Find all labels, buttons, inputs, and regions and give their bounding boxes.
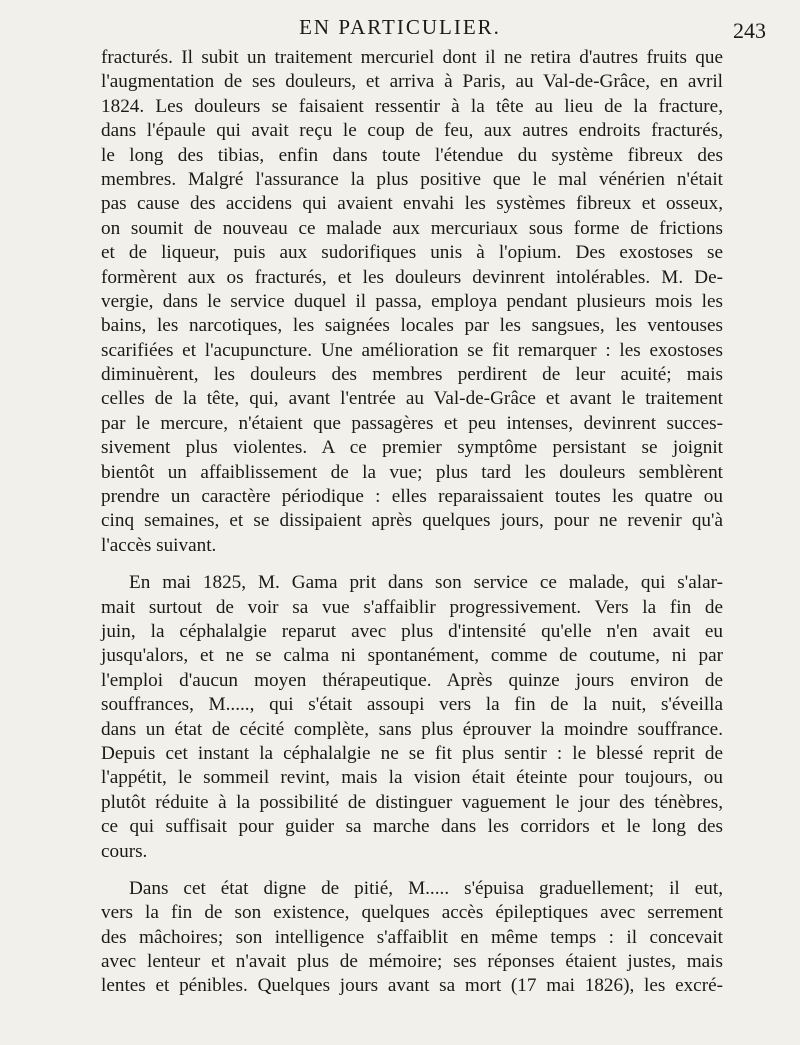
text-line: dans un état de cécité complète, sans plus éprouver la moindre souffrance.	[101, 718, 723, 740]
text-line: on soumit de nouveau ce malade aux mercuriaux sous forme de frictions	[101, 217, 723, 239]
text-line: souffrances, M....., qui s'était assoupi vers la fin de la nuit, s'éveilla	[101, 694, 723, 716]
text-line: lentes et pénibles. Quelques jours avant sa mort (17 mai 1826), les excré-	[101, 975, 723, 997]
page-number: 243	[733, 18, 766, 43]
text-line: 1824. Les douleurs se faisaient ressentir à la tête au lieu de la fracture,	[101, 95, 723, 117]
text-line: ce qui suffisait pour guider sa marche dans les corridors et le long des	[101, 816, 723, 838]
text-line: prendre un caractère périodique : elles reparaissaient toutes les quatre ou	[101, 486, 723, 508]
text-line: Depuis cet instant la céphalalgie ne se fit plus sentir : le blessé reprit de	[101, 742, 723, 764]
text-line: l'accès suivant.	[101, 534, 217, 556]
paragraph-3	[101, 877, 723, 999]
text-line: dans l'épaule qui avait reçu le coup de feu, aux autres endroits fracturés,	[101, 120, 723, 142]
text-line: formèrent aux os fracturés, et les douleurs devinrent intolérables. M. De-	[101, 266, 723, 288]
text-line: le long des tibias, enfin dans toute l'étendue du système fibreux des	[101, 144, 723, 166]
text-line: des mâchoires; son intelligence s'affaiblit en même temps : il concevait	[101, 926, 723, 948]
text-line: avec lenteur et n'avait plus de mémoire; ses réponses étaient justes, mais	[101, 951, 723, 973]
body-text	[101, 46, 723, 999]
text-line: mait surtout de voir sa vue s'affaiblir progressivement. Vers la fin de	[101, 596, 723, 618]
text-line: jusqu'alors, et ne se calma ni spontanément, comme de coutume, ni par	[101, 645, 723, 667]
running-title: EN PARTICULIER.	[299, 15, 501, 39]
text-line: bientôt un affaiblissement de la vue; plus tard les douleurs semblèrent	[101, 461, 723, 483]
text-line: plutôt réduite à la possibilité de distinguer vaguement le jour des ténèbres,	[101, 791, 723, 813]
text-line: l'augmentation de ses douleurs, et arriva à Paris, au Val-de-Grâce, en avril	[101, 71, 723, 93]
text-line: pas cause des accidens qui avaient envahi les systèmes fibreux et osseux,	[101, 193, 723, 215]
text-line: vers la fin de son existence, quelques accès épileptiques avec serrement	[101, 902, 723, 924]
text-line: par le mercure, n'étaient que passagères et peu intenses, devinrent succes-	[101, 412, 723, 434]
text-line: En mai 1825, M. Gama prit dans son service ce malade, qui s'alar-	[129, 572, 723, 594]
text-line: membres. Malgré l'assurance la plus positive que le mal vénérien n'était	[101, 168, 723, 190]
text-line: celles de la tête, qui, avant l'entrée au Val-de-Grâce et avant le traitement	[101, 388, 723, 410]
text-line: juin, la céphalalgie reparut avec plus d'intensité qu'elle n'en avait eu	[101, 620, 723, 642]
text-line: cours.	[101, 840, 148, 862]
text-line: scarifiées et l'acupuncture. Une amélioration se fit remarquer : les exostoses	[101, 339, 723, 361]
text-line: l'emploi d'aucun moyen thérapeutique. Après quinze jours environ de	[101, 669, 723, 691]
paragraph-2	[101, 571, 723, 864]
text-line: bains, les narcotiques, les saignées locales par les sangsues, les ventouses	[101, 315, 723, 337]
paragraph-gap	[101, 864, 723, 877]
text-line: fracturés. Il subit un traitement mercuriel dont il ne retira d'autres fruits que	[101, 47, 723, 68]
text-line: et de liqueur, puis aux sudorifiques unis à l'opium. Des exostoses se	[101, 242, 723, 264]
text-line: Dans cet état digne de pitié, M..... s'épuisa graduellement; il eut,	[129, 877, 723, 899]
paragraph-1	[101, 46, 723, 558]
text-line: cinq semaines, et se dissipaient après quelques jours, pour ne revenir qu'à	[101, 510, 723, 532]
paragraph-gap	[101, 558, 723, 571]
text-line: diminuèrent, les douleurs des membres perdirent de leur acuité; mais	[101, 364, 723, 386]
text-line: l'appétit, le sommeil revint, mais la vision était éteinte pour toujours, ou	[101, 767, 723, 789]
text-line: sivement plus violentes. A ce premier symptôme persistant se joignit	[101, 437, 723, 459]
text-line: vergie, dans le service duquel il passa, employa pendant plusieurs mois les	[101, 290, 723, 312]
